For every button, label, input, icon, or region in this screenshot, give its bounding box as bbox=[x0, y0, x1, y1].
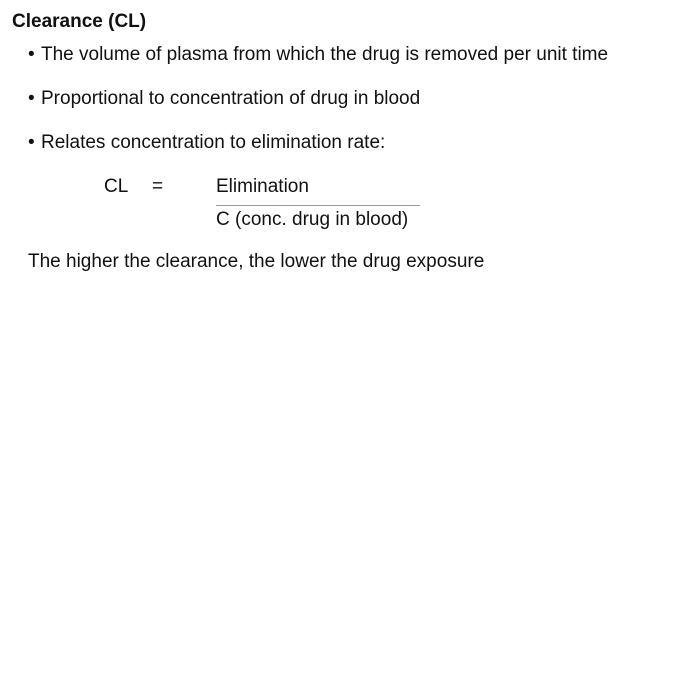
summary-statement: The higher the clearance, the lower the drug exposure bbox=[28, 251, 485, 272]
bullet-item-proportional bbox=[28, 88, 420, 110]
formula-lhs: CL bbox=[104, 176, 129, 197]
slide-title: Clearance (CL) bbox=[12, 11, 147, 32]
bullet-dot-icon: • bbox=[28, 88, 35, 109]
bullet-text: Proportional to concentration of drug in blood bbox=[41, 88, 421, 109]
bullet-dot-icon: • bbox=[28, 132, 35, 153]
bullet-text: The volume of plasma from which the drug is removed per unit time bbox=[41, 44, 609, 65]
formula-denominator: C (conc. drug in blood) bbox=[216, 209, 409, 230]
bullet-item-relates bbox=[28, 132, 385, 154]
formula-equals-sign: = bbox=[152, 176, 164, 197]
fraction-bar bbox=[216, 205, 420, 206]
bullet-dot-icon: • bbox=[28, 44, 35, 65]
formula-numerator: Elimination bbox=[216, 176, 309, 197]
bullet-text: Relates concentration to elimination rate: bbox=[41, 132, 386, 153]
bullet-item-volume bbox=[28, 44, 608, 66]
